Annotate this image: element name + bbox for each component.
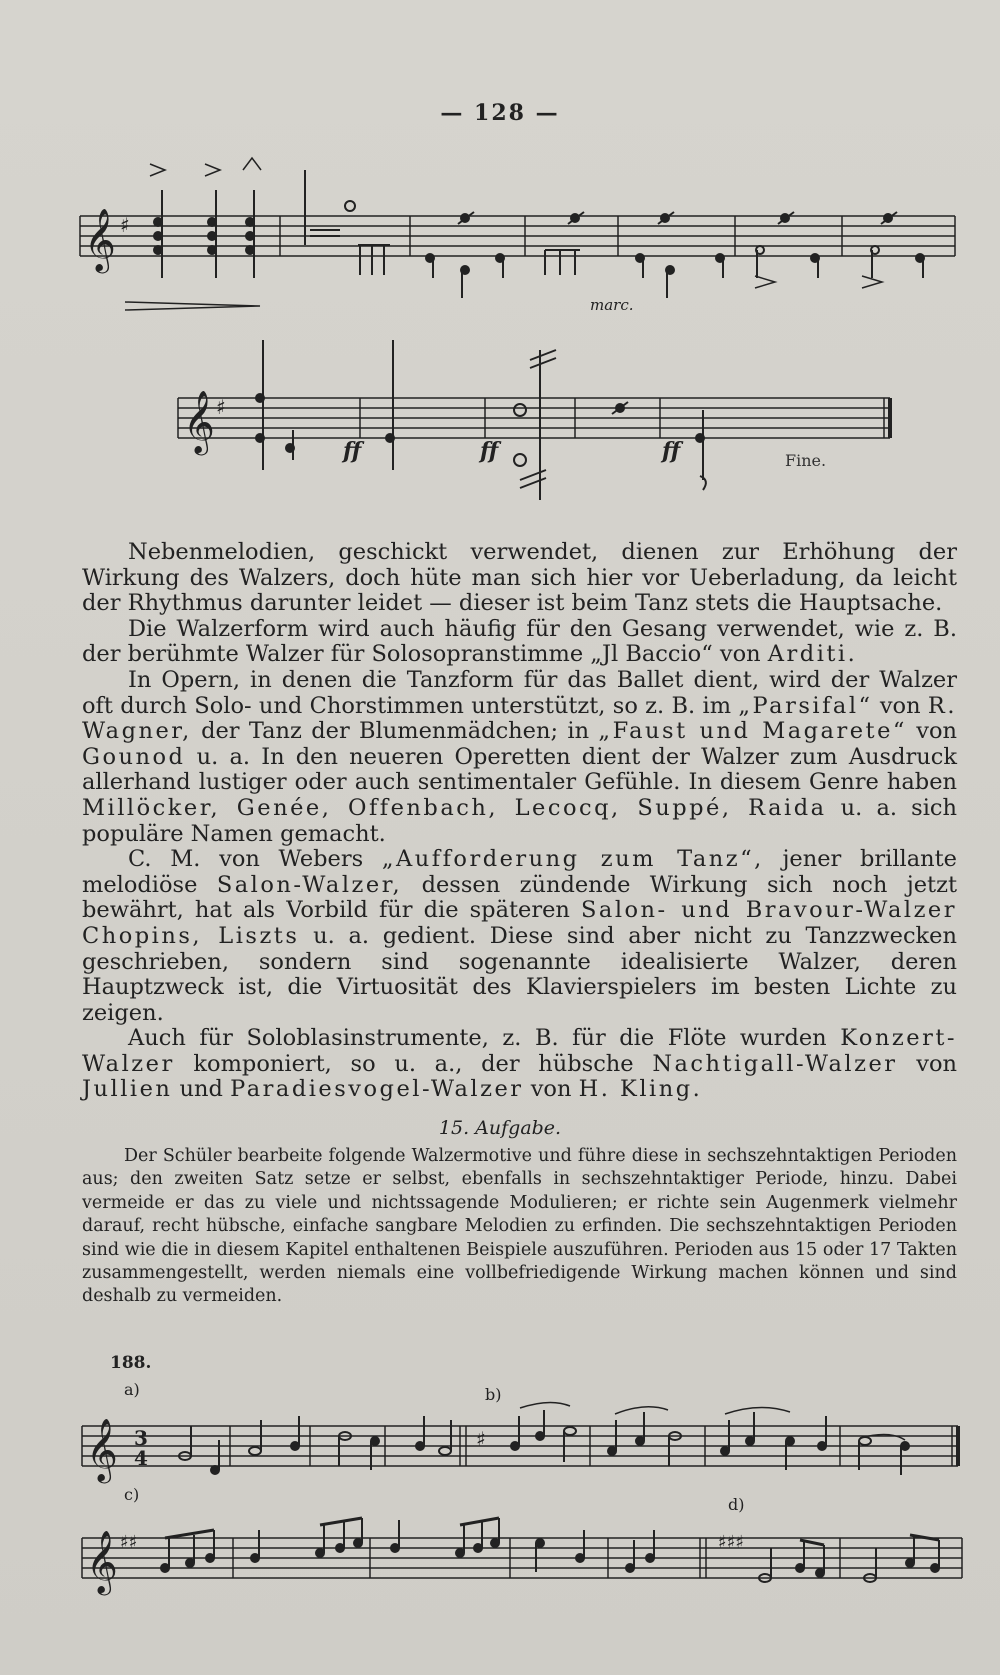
svg-text:𝄞: 𝄞 xyxy=(183,390,215,453)
composer-jullien: Jullien xyxy=(82,1076,173,1103)
composers-operetta: Millöcker, Genée, Offenbach, Lecocq, Suppé, Raida xyxy=(82,794,827,821)
p5-text-a: Auch für Soloblasinstrumente, z. B. für die Flöte wurden xyxy=(128,1025,841,1052)
term-konzert-walzer: Konzert-Walzer xyxy=(82,1025,957,1077)
label-c: c) xyxy=(124,1485,140,1504)
task-paragraph: Der Schüler bearbeite folgende Walzermotive und führe diese in sechszehntaktigen Perioden aus; den zweiten Satz setze er selbst, ebenfalls in sechszehntaktiger Periode, hinzu. Dabei vermeide er das zu viele und nichtssagende Modulieren; er richte sein Augenmerk vielmehr darauf, recht hübsche, einfache sangbare Melodien zu erfinden. Die sechszehntaktigen Perioden sind wie die in diesem Kapitel enthaltenen Beispiele auszuführen. Perioden aus 15 oder 17 Takten zusammengestellt, werden niemals eine vollbefriedigende Wirkung machen können und sind deshalb zu vermeiden. xyxy=(82,1146,957,1307)
music-staff-1 xyxy=(0,150,1000,320)
opera-parsifal: „Parsifal“ xyxy=(738,692,873,719)
p4-text-e: dessen zündende Wirkung sich noch jetzt bewährt, hat als Vorbild für die späteren xyxy=(82,871,957,924)
ff-marking-3: ff xyxy=(662,438,681,464)
paragraph-1: Nebenmelodien, geschickt verwendet, dienen zur Erhöhung der Wirkung des Walzers, doch hüte man sich hier vor Ueberladung, da leicht der Rhythmus darunter leidet — dieser ist beim Tanz stets die Hauptsache. xyxy=(82,539,957,617)
opera-faust: „Faust und Magarete“ xyxy=(598,718,907,745)
p5-text-i: von xyxy=(523,1076,579,1103)
example-staff-1 xyxy=(0,1400,1000,1490)
composer-kling: H. Kling. xyxy=(578,1076,703,1103)
work-nachtigall: Nachtigall-Walzer xyxy=(652,1050,898,1077)
paragraph-3 xyxy=(82,668,957,847)
label-a: a) xyxy=(124,1380,140,1399)
composer-gounod: Gounod xyxy=(82,743,186,770)
p3-text-k: u. a. sich populäre Namen gemacht. xyxy=(82,794,957,847)
marc-marking: marc. xyxy=(590,296,634,314)
p3-text-c: von xyxy=(872,692,928,719)
p3-text-a: In Opern, in denen die Tanzform für das Ballet dient, wird der Walzer oft durch Solo- und Chorstimmen unterstützt, so z. B. im xyxy=(82,666,957,719)
work-aufforderung: „Aufforderung zum Tanz“, xyxy=(381,846,764,873)
paragraph-2-text: Die Walzerform wird auch häufig für den Gesang verwendet, wie z. B. der berühmte Walzer für Solosopranstimme „Jl Baccio“ von xyxy=(82,615,957,668)
composer-wagner: R. Wagner, xyxy=(82,692,957,745)
svg-text:𝄞: 𝄞 xyxy=(84,208,116,271)
task-heading: 15. Aufgabe. xyxy=(438,1117,562,1139)
time-sig-bottom: 4 xyxy=(134,1446,148,1470)
fine-marking: Fine. xyxy=(785,451,827,470)
work-paradiesvogel: Paradiesvogel-Walzer xyxy=(230,1076,524,1103)
svg-text:♯: ♯ xyxy=(216,395,226,419)
svg-text:𝄞: 𝄞 xyxy=(86,1418,118,1481)
example-staff-2 xyxy=(0,1510,1000,1600)
music-staff-2 xyxy=(0,330,1000,510)
term-salon-walzer: Salon-Walzer, xyxy=(216,871,403,898)
body-text xyxy=(82,540,957,1103)
time-sig-top: 3 xyxy=(134,1426,148,1450)
p4-text-c: jener brillante melodiöse xyxy=(82,846,957,898)
svg-text:♯: ♯ xyxy=(476,1427,486,1451)
example-number: 188. xyxy=(110,1353,152,1373)
ff-marking-2: ff xyxy=(480,438,499,464)
svg-text:♯♯: ♯♯ xyxy=(120,1532,138,1553)
label-d: d) xyxy=(728,1495,745,1514)
term-bravour-walzer: Salon- und Bravour-Walzer Chopins, Liszts xyxy=(82,897,957,949)
p4-text-a: C. M. von Webers xyxy=(128,846,382,873)
ff-marking-1: ff xyxy=(343,438,362,464)
paragraph-4 xyxy=(82,847,957,1026)
paragraph-2 xyxy=(82,617,957,668)
svg-text:𝄞: 𝄞 xyxy=(86,1530,118,1593)
p3-text-e: der Tanz der Blumenmädchen; in xyxy=(191,718,599,745)
label-b: b) xyxy=(485,1385,502,1404)
paragraph-5 xyxy=(82,1026,957,1103)
task-text xyxy=(82,1145,957,1309)
p3-text-i: u. a. In den neueren Operetten dient der Walzer zum Ausdruck allerhand lustiger oder auch sentimentaler Gefühle. In diesem Genre haben xyxy=(82,743,957,796)
p5-text-c: komponiert, so u. a., der hübsche xyxy=(174,1050,653,1077)
composer-arditi: Arditi. xyxy=(767,641,858,668)
p5-text-e: von xyxy=(897,1050,957,1077)
p3-text-g: von xyxy=(906,718,957,745)
p5-text-g: und xyxy=(172,1076,231,1103)
svg-text:♯: ♯ xyxy=(120,213,130,237)
page-number: — 128 — xyxy=(440,100,560,126)
svg-text:♯♯♯: ♯♯♯ xyxy=(718,1532,745,1553)
p4-text-g: u. a. gedient. Diese sind aber nicht zu Tanzzwecken geschrieben, sondern sind sogenannte idealisierte Walzer, deren Hauptzweck ist, die Virtuosität des Klavierspielers im besten Lichte zu zeigen. xyxy=(82,922,957,1026)
